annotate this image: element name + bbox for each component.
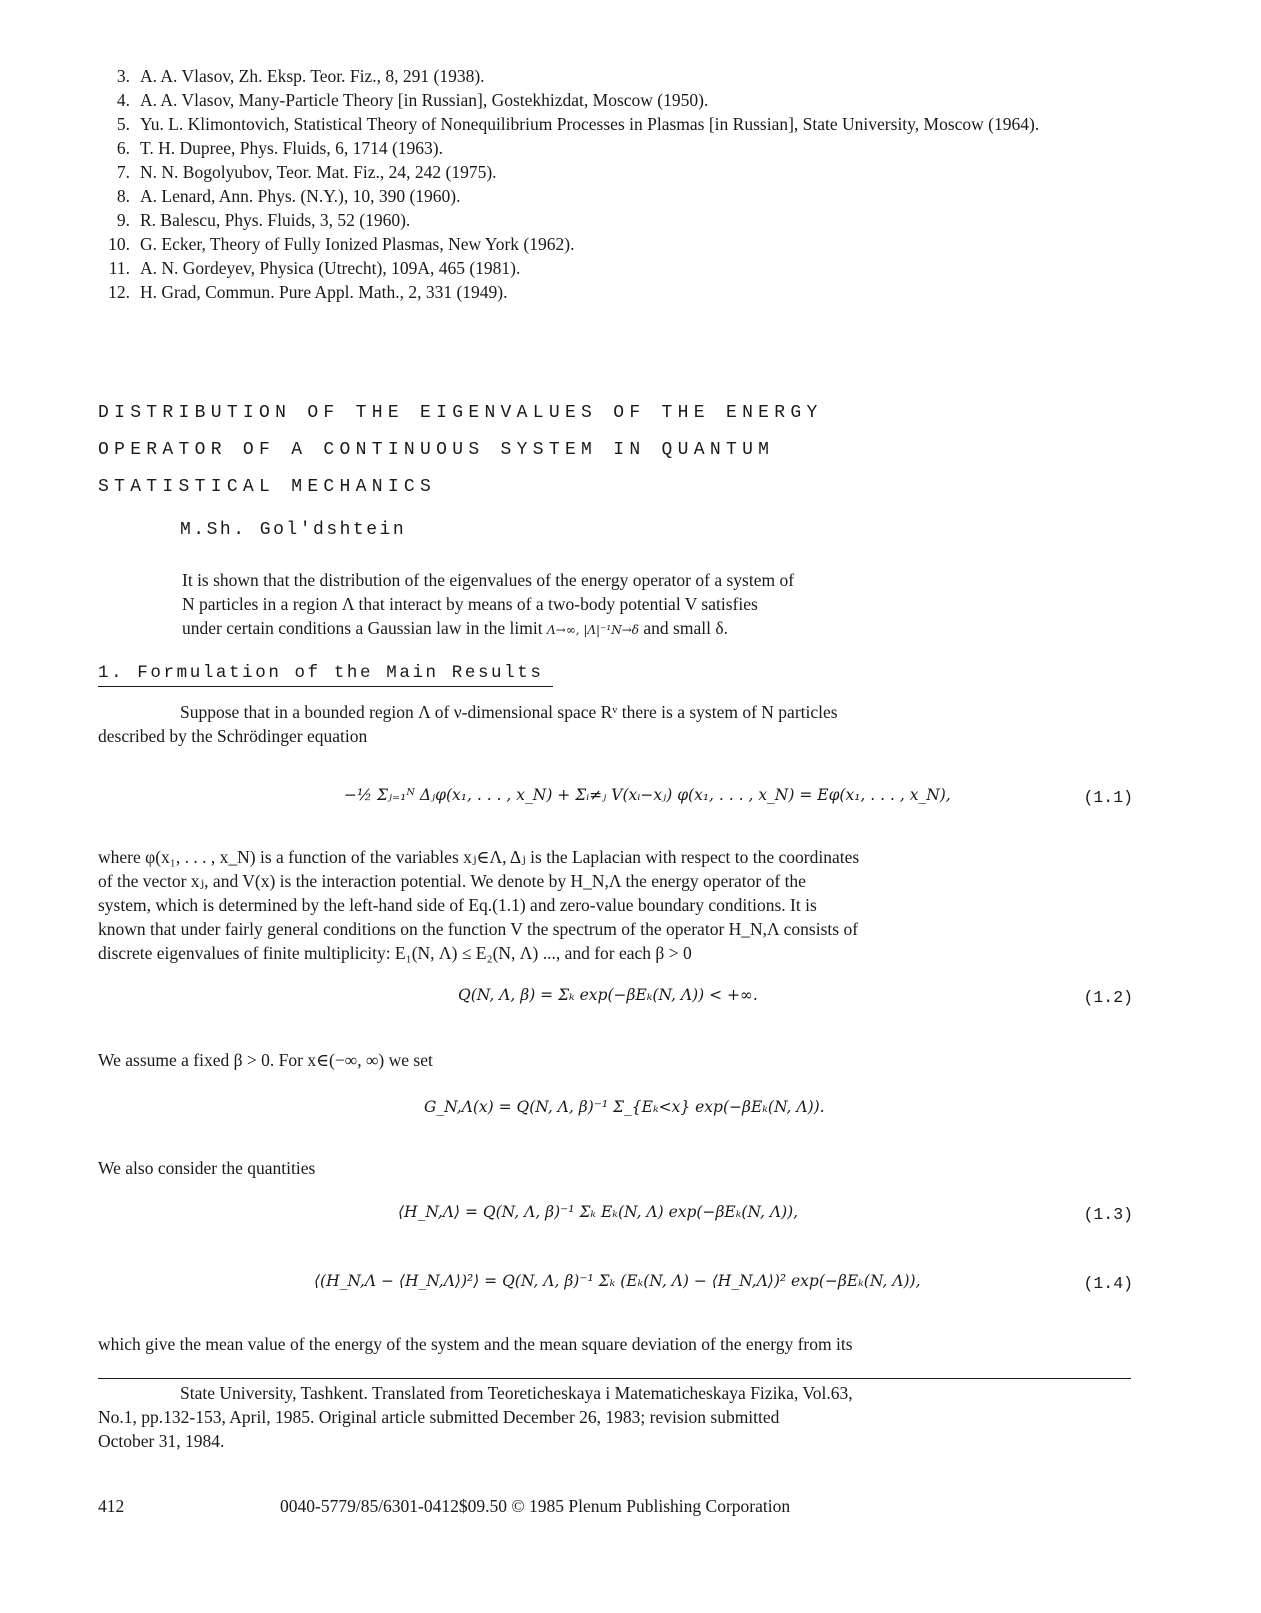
reference-number: 12. [108, 282, 130, 302]
footnote-rule [98, 1378, 1131, 1379]
equation-number: (1.2) [1083, 988, 1133, 1007]
abstract-line: It is shown that the distribution of the eigenvalues of the energy operator of a system of [182, 570, 795, 590]
equation-distribution-function [98, 1088, 1133, 1138]
footnote-line: October 31, 1984. [98, 1431, 225, 1451]
page-number: 412 [98, 1496, 125, 1516]
equation-1-4 [98, 1262, 1133, 1312]
abstract-text: under certain conditions a Gaussian law in the limit [182, 618, 543, 638]
paragraph [98, 1156, 1133, 1180]
section-underline [98, 686, 553, 687]
equation-number: (1.1) [1083, 788, 1133, 807]
reference-item [100, 136, 1140, 160]
equation-number: (1.4) [1083, 1274, 1133, 1293]
footnote [98, 1381, 1133, 1453]
limit-expression: Λ→∞, |Λ|⁻¹N→δ [546, 623, 640, 637]
paragraph-line: described by the Schrödinger equation [98, 726, 368, 746]
reference-text: Yu. L. Klimontovich, Statistical Theory of Nonequilibrium Processes in Plasmas [in Russian], State University, Moscow (1964). [140, 114, 1040, 134]
equation-1-2 [98, 976, 1133, 1026]
paragraph-line: known that under fairly general conditions on the function V the spectrum of the operator H_N,Λ consists of [98, 919, 859, 939]
reference-number: 5. [116, 114, 130, 134]
equation-body: G_N,Λ(x) = Q(N, Λ, β)⁻¹ Σ_{Eₖ<x} exp(−βEₖ(N, Λ)). [424, 1098, 825, 1116]
title-line: OPERATOR OF A CONTINUOUS SYSTEM IN QUANTUM [98, 440, 775, 460]
equation-1-1 [98, 776, 1133, 826]
equation-body: −½ Σⱼ₌₁ᴺ Δⱼφ(x₁, . . . , x_N) + Σᵢ≠ⱼ V(xᵢ−xⱼ) φ(x₁, . . . , x_N) = Eφ(x₁, . . . , x_N), [344, 786, 951, 804]
reference-item [100, 64, 1140, 88]
reference-number: 7. [116, 162, 130, 182]
reference-item [100, 256, 1140, 280]
footnote-line: No.1, pp.132-153, April, 1985. Original article submitted December 26, 1983; revision submitted [98, 1407, 780, 1427]
paragraph [98, 1332, 1133, 1356]
paragraph [98, 700, 1133, 748]
equation-1-3 [98, 1193, 1133, 1243]
section-heading: 1. Formulation of the Main Results [98, 663, 544, 683]
equation-body: ⟨H_N,Λ⟩ = Q(N, Λ, β)⁻¹ Σₖ Eₖ(N, Λ) exp(−βEₖ(N, Λ)), [398, 1203, 799, 1221]
reference-text: A. Lenard, Ann. Phys. (N.Y.), 10, 390 (1960). [140, 186, 461, 206]
reference-list [100, 64, 1140, 304]
reference-text: T. H. Dupree, Phys. Fluids, 6, 1714 (1963). [140, 138, 443, 158]
reference-item [100, 232, 1140, 256]
reference-item [100, 160, 1140, 184]
paragraph-line: of the vector xⱼ, and V(x) is the interaction potential. We denote by H_N,Λ the energy operator of the [98, 871, 806, 891]
reference-text: N. N. Bogolyubov, Teor. Mat. Fiz., 24, 242 (1975). [140, 162, 497, 182]
reference-number: 11. [108, 258, 130, 278]
paragraph-line: which give the mean value of the energy of the system and the mean square deviation of the energy from its [98, 1334, 853, 1354]
equation-number: (1.3) [1083, 1205, 1133, 1224]
reference-text: R. Balescu, Phys. Fluids, 3, 52 (1960). [140, 210, 411, 230]
reference-text: G. Ecker, Theory of Fully Ionized Plasmas, New York (1962). [140, 234, 575, 254]
equation-body: Q(N, Λ, β) = Σₖ exp(−βEₖ(N, Λ)) < +∞. [458, 986, 758, 1004]
reference-number: 3. [116, 66, 130, 86]
abstract [182, 568, 1012, 642]
reference-number: 6. [116, 138, 130, 158]
reference-text: A. N. Gordeyev, Physica (Utrecht), 109A, 465 (1981). [140, 258, 521, 278]
paragraph-line: Suppose that in a bounded region Λ of ν-dimensional space Rᵛ there is a system of N particles [180, 702, 838, 722]
reference-item [100, 184, 1140, 208]
abstract-line: N particles in a region Λ that interact by means of a two-body potential V satisfies [182, 594, 758, 614]
reference-text: A. A. Vlasov, Many-Particle Theory [in Russian], Gostekhizdat, Moscow (1950). [140, 90, 709, 110]
reference-text: A. A. Vlasov, Zh. Eksp. Teor. Fiz., 8, 291 (1938). [140, 66, 485, 86]
title-line: DISTRIBUTION OF THE EIGENVALUES OF THE ENERGY [98, 403, 823, 423]
paragraph-line: We also consider the quantities [98, 1158, 316, 1178]
reference-item [100, 208, 1140, 232]
author-name: M.Sh. Gol'dshtein [180, 520, 407, 540]
paragraph-line: system, which is determined by the left-hand side of Eq.(1.1) and zero-value boundary conditions. It is [98, 895, 817, 915]
reference-number: 4. [116, 90, 130, 110]
reference-item [100, 280, 1140, 304]
reference-item [100, 112, 1140, 136]
reference-text: H. Grad, Commun. Pure Appl. Math., 2, 331 (1949). [140, 282, 508, 302]
paragraph-line: where φ(x₁, . . . , x_N) is a function of the variables xⱼ∈Λ, Δⱼ is the Laplacian with respect to the coordinates [98, 847, 860, 867]
title-line: STATISTICAL MECHANICS [98, 477, 437, 497]
copyright-line: 0040-5779/85/6301-0412$09.50 © 1985 Plenum Publishing Corporation [280, 1496, 791, 1516]
footnote-line: State University, Tashkent. Translated from Teoreticheskaya i Matematicheskaya Fizika, Vol.63, [180, 1383, 853, 1403]
abstract-text: and small δ. [643, 618, 728, 638]
reference-item [100, 88, 1140, 112]
paragraph [98, 845, 1133, 965]
article-title [98, 399, 858, 510]
reference-number: 8. [116, 186, 130, 206]
abstract-line [182, 616, 1012, 642]
paragraph [98, 1048, 1133, 1072]
equation-body: ⟨(H_N,Λ − ⟨H_N,Λ⟩)²⟩ = Q(N, Λ, β)⁻¹ Σₖ (Eₖ(N, Λ) − ⟨H_N,Λ⟩)² exp(−βEₖ(N, Λ)), [314, 1272, 921, 1290]
paragraph-line: discrete eigenvalues of finite multiplicity: E₁(N, Λ) ≤ E₂(N, Λ) ..., and for each β > 0 [98, 943, 692, 963]
paragraph-line: We assume a fixed β > 0. For x∈(−∞, ∞) we set [98, 1050, 433, 1070]
reference-number: 9. [116, 210, 130, 230]
reference-number: 10. [108, 234, 130, 254]
